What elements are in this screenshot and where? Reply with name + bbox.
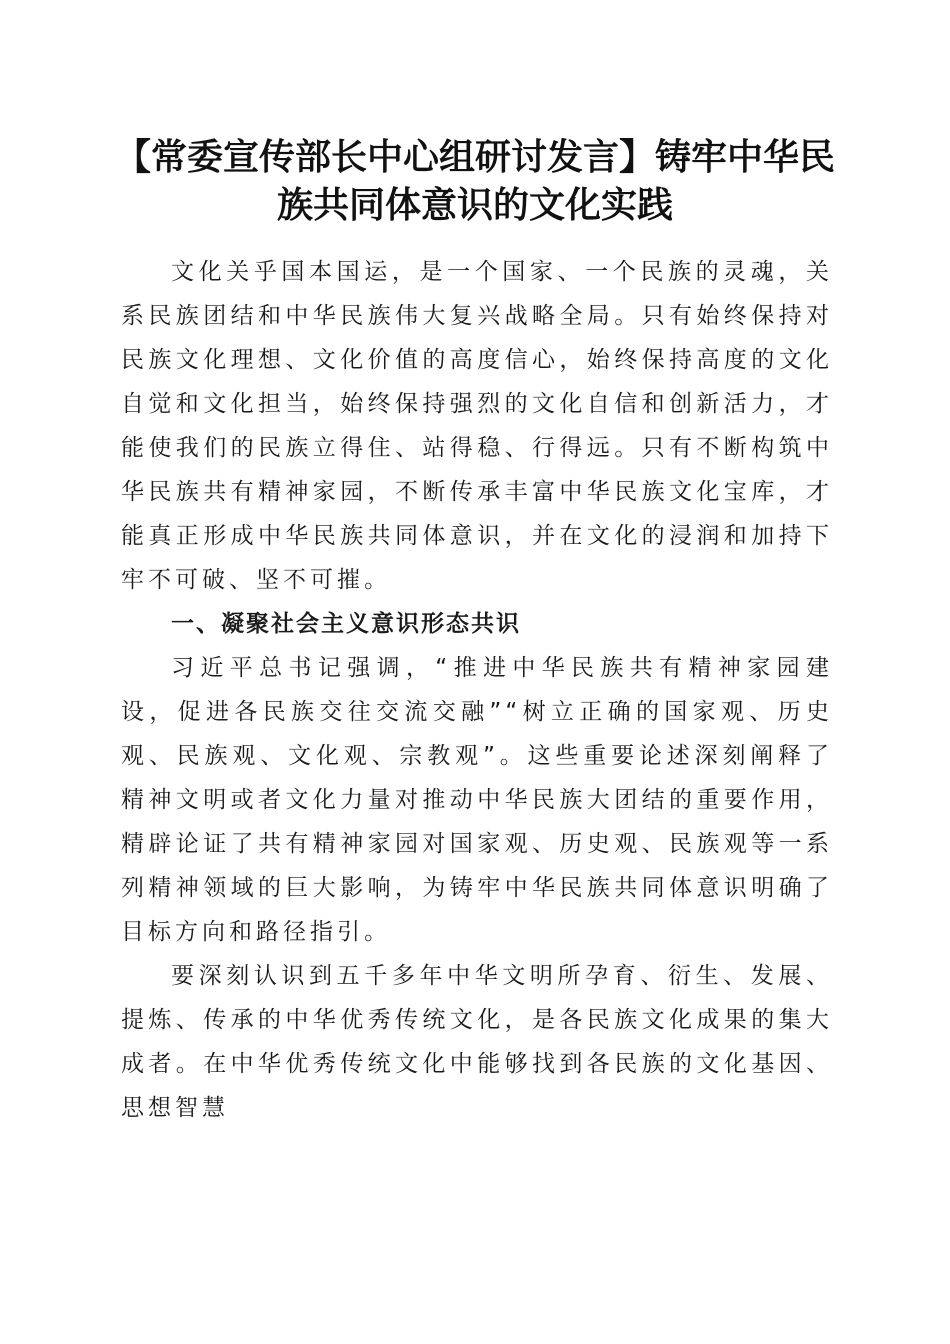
- section1-paragraph-1: 习近平总书记强调，“推进中华民族共有精神家园建设，促进各民族交往交流交融”“树立正确的国家观、历史观、民族观、文化观、宗教观”。这些重要论述深刻阐释了精神文明或者文化力量对推动中华民族大团结的重要作用，精辟论证了共有精神家园对国家观、历史观、民族观等一系列精神领域的巨大影响，为铸牢中华民族共同体意识明确了目标方向和路径指引。: [121, 655, 833, 945]
- document-body: [121, 250, 833, 1130]
- section-heading-1: 一、凝聚社会主义意识形态共识: [171, 611, 521, 637]
- intro-paragraph: 文化关乎国本国运，是一个国家、一个民族的灵魂，关系民族团结和中华民族伟大复兴战略全局。只有始终保持对民族文化理想、文化价值的高度信心，始终保持高度的文化自觉和文化担当，始终保持强烈的文化自信和创新活力，才能使我们的民族立得住、站得稳、行得远。只有不断构筑中华民族共有精神家园，不断传承丰富中华民族文化宝库，才能真正形成中华民族共同体意识，并在文化的浸润和加持下牢不可破、坚不可摧。: [121, 259, 833, 593]
- section1-paragraph-2: 要深刻认识到五千多年中华文明所孕育、衍生、发展、提炼、传承的中华优秀传统文化，是各民族文化成果的集大成者。在中华优秀传统文化中能够找到各民族的文化基因、思想智慧: [121, 963, 833, 1121]
- document-title: 【常委宣传部长中心组研讨发言】铸牢中华民族共同体意识的文化实践: [114, 136, 835, 226]
